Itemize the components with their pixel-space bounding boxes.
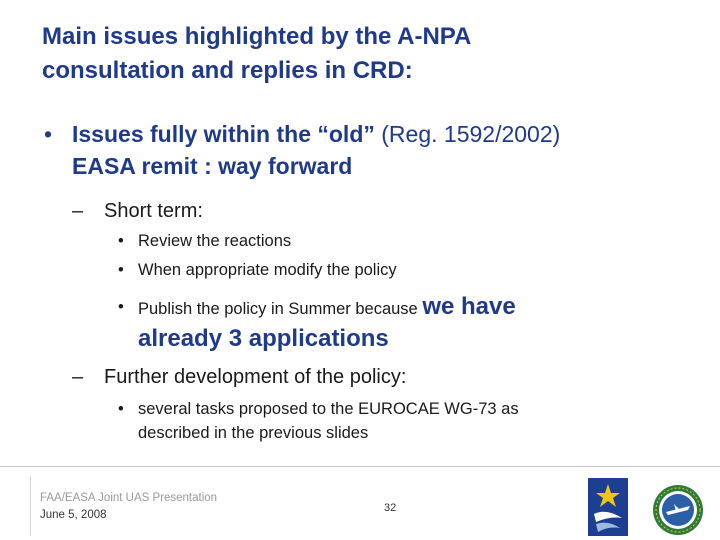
main-bullet-line2: EASA remit : way forward xyxy=(72,153,353,179)
dash-marker: – xyxy=(72,366,84,388)
list-item-text: described in the previous slides xyxy=(138,424,369,442)
faa-seal-icon xyxy=(652,484,704,536)
emphasis-text: we have xyxy=(422,293,516,320)
further-heading xyxy=(72,366,672,394)
main-bullet-reg: (Reg. 1592/2002) xyxy=(374,121,561,147)
list-item-text: several tasks proposed to the EUROCAE WG-73 as xyxy=(138,400,519,418)
slide-title xyxy=(42,20,682,88)
slide-title-line2: consultation and replies in CRD: xyxy=(42,57,413,84)
short-term-heading xyxy=(72,200,672,228)
footer-frame xyxy=(30,476,591,536)
further-label: Further development of the policy: xyxy=(104,366,407,388)
main-bullet-quote: “old” xyxy=(317,121,375,147)
dash-marker: – xyxy=(72,200,84,222)
main-bullet-text xyxy=(72,118,692,182)
emphasis-text-line2: already 3 applications xyxy=(138,325,389,352)
list-item-text: When appropriate modify the policy xyxy=(138,261,397,279)
list-item-text: Publish the policy in Summer because xyxy=(138,300,423,318)
slide-title-line1: Main issues highlighted by the A-NPA xyxy=(42,23,472,50)
list-item-text: Review the reactions xyxy=(138,232,292,250)
main-bullet-part1: Issues fully within the xyxy=(72,121,318,147)
page-number: 32 xyxy=(384,502,397,514)
easa-logo-icon xyxy=(588,478,628,536)
footer-divider xyxy=(0,466,720,467)
short-term-label: Short term: xyxy=(104,200,203,222)
bullet-marker: • xyxy=(44,121,53,147)
footer-date: June 5, 2008 xyxy=(40,509,107,521)
footer-presentation-title: FAA/EASA Joint UAS Presentation xyxy=(40,492,218,504)
